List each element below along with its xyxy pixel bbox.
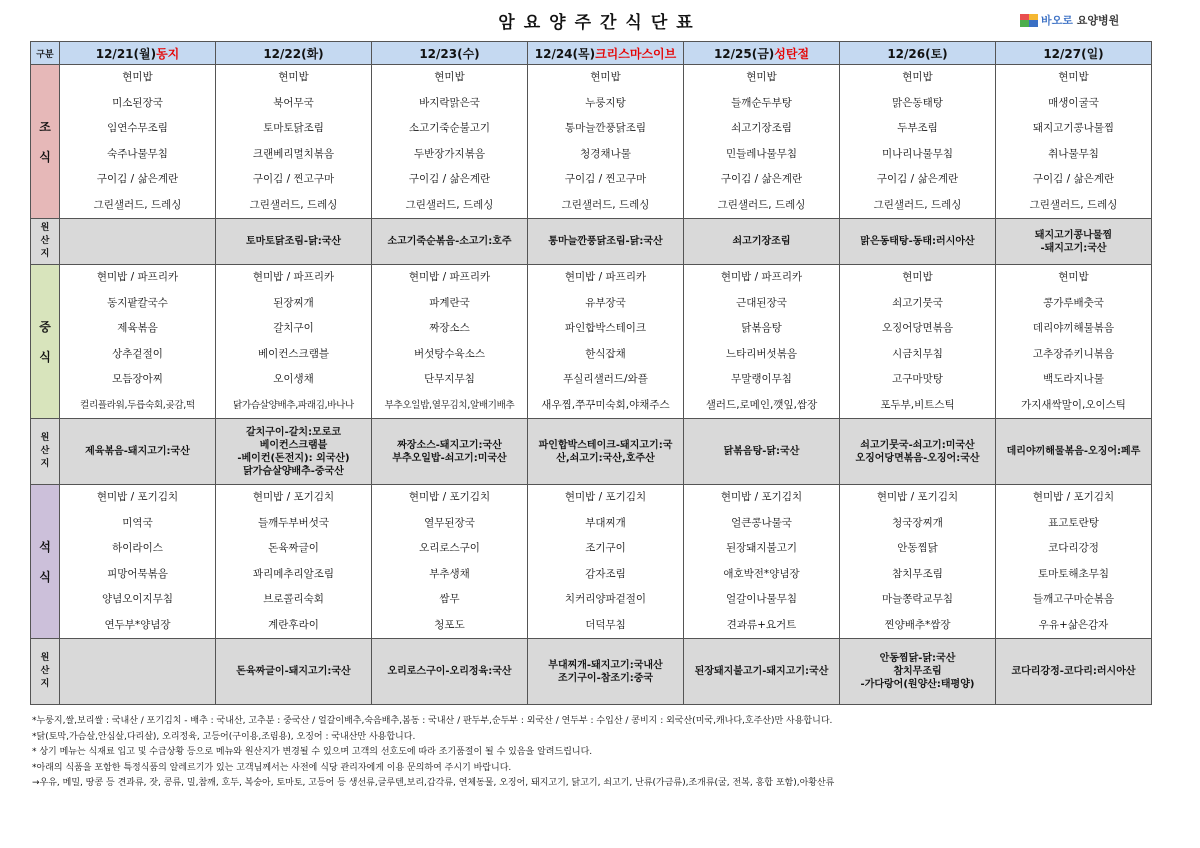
menu-item: 닭볶음탕 [741, 322, 782, 334]
menu-cell [216, 65, 372, 219]
meal-label-char: 식 [39, 349, 51, 364]
menu-item: 현미밥 / 포기김치 [1032, 491, 1115, 503]
menu-item: 꽈리메추리알조림 [252, 567, 335, 580]
origin-line: 제육볶음-돼지고기:국산 [85, 446, 190, 457]
notes-section [32, 714, 1152, 792]
day-date: 12/24(목) [534, 46, 596, 61]
menu-item: 북어무국 [273, 96, 314, 109]
origin-cell [528, 219, 684, 265]
note-line: *아래의 식품을 포함한 특정식품의 알레르기가 있는 고객님께서는 사전에 식당 관리자에게 이용 문의하여 주시기 바랍니다. [32, 762, 512, 773]
menu-item: 푸실리샐러드/와플 [563, 373, 648, 385]
logo-suffix: 요양병원 [1072, 14, 1120, 27]
menu-item: 현미밥 / 포기김치 [720, 491, 803, 503]
menu-item: 연두부*양념장 [104, 618, 171, 631]
logo-square-blue [1029, 20, 1038, 27]
menu-item: 현미밥 / 포기김치 [876, 491, 959, 503]
origin-line: 참치무조림 [893, 666, 942, 677]
origin-cell [528, 639, 684, 705]
menu-item: 버섯탕수육소스 [413, 347, 485, 360]
menu-item: 오징어당면볶음 [881, 322, 953, 334]
origin-row [31, 639, 1152, 705]
menu-item: 들깨두부버섯국 [257, 516, 329, 529]
menu-item: 토마토해초무침 [1037, 567, 1109, 580]
menu-item: 포두부,비트스틱 [880, 398, 955, 411]
menu-item: 미소된장국 [112, 96, 163, 109]
menu-cell [996, 65, 1152, 219]
menu-item: 모듬장아찌 [112, 373, 163, 385]
menu-item: 토마토닭조림 [263, 122, 324, 134]
menu-item: 구이김 / 찐고구마 [252, 173, 335, 185]
origin-line: 코다리강정-코다리:러시아산 [1011, 666, 1136, 677]
menu-item: 부추오일밥,열무김치,알배기배추 [384, 399, 515, 411]
menu-item: 된장찌개 [273, 296, 314, 309]
origin-line: 조기구이-참조기:중국 [557, 672, 654, 684]
menu-cell [684, 485, 840, 639]
menu-item: 돼지고기콩나물찜 [1032, 122, 1115, 134]
origin-cell [372, 419, 528, 485]
origin-cell [60, 219, 216, 265]
origin-label-char: 산 [40, 236, 50, 246]
origin-cell [996, 219, 1152, 265]
menu-cell [60, 265, 216, 419]
origin-line: 파인합박스테이크-돼지고기:국 [538, 439, 673, 451]
menu-item: 된장돼지불고기 [725, 542, 797, 554]
menu-cell [372, 265, 528, 419]
menu-cell [528, 65, 684, 219]
menu-item: 새우찜,쭈꾸미숙회,야채주스 [541, 398, 670, 411]
day-header [528, 42, 684, 65]
menu-item: 매생이굴국 [1048, 96, 1099, 109]
menu-item: 부추생채 [429, 567, 470, 580]
menu-item: 상추겉절이 [112, 347, 163, 360]
origin-line: 산,쇠고기:국산,호주산 [556, 452, 655, 464]
note-line: →우유, 메밀, 땅콩 등 견과류, 잣, 콩류, 밀,참깨, 호두, 복숭아, 토마토, 고등어 등 생선류,글루텐,보리,갑각류, 연체동물, 오징어, 돼지고기, 닭고기, 쇠고기, 난류(가금류),조개류(굴, 전복, 홍합 포함),아황산류 [32, 778, 835, 788]
menu-item: 단무지무침 [424, 373, 475, 385]
meal-label [31, 65, 60, 219]
menu-item: 현미밥 / 파프리카 [720, 271, 803, 283]
origin-label [31, 219, 60, 265]
menu-cell [216, 265, 372, 419]
origin-cell [528, 419, 684, 485]
origin-cell [684, 419, 840, 485]
origin-row [31, 219, 1152, 265]
day-date: 12/26(토) [887, 46, 948, 61]
origin-line: 짜장소스-돼지고기:국산 [397, 439, 502, 451]
menu-item: 백도라지나물 [1043, 373, 1104, 385]
origin-line: 부추오일밥-쇠고기:미국산 [392, 452, 507, 464]
origin-line: 돈육짜글이-돼지고기:국산 [236, 666, 351, 677]
day-header [684, 42, 840, 65]
menu-item: 근대된장국 [736, 296, 787, 309]
logo-brand: 바오로 [1041, 14, 1073, 27]
menu-item: 고추장쥬키니볶음 [1032, 347, 1115, 360]
origin-cell [840, 639, 996, 705]
menu-cell [840, 265, 996, 419]
meal-label-char: 조 [39, 119, 51, 134]
origin-label-char: 원 [40, 653, 50, 663]
menu-item: 그린샐러드, 드레싱 [405, 198, 494, 211]
origin-line: 데리야끼해물볶음-오징어:페루 [1006, 446, 1141, 457]
day-special: 크리스마스이브 [595, 46, 677, 61]
menu-item: 현미밥 [1058, 71, 1089, 83]
menu-item: 한식잡채 [585, 347, 626, 360]
header-row [31, 42, 1152, 65]
menu-item: 그린샐러드, 드레싱 [717, 198, 806, 211]
day-date: 12/27(일) [1043, 46, 1104, 61]
origin-label-char: 지 [40, 249, 50, 259]
origin-cell [372, 639, 528, 705]
menu-cell [60, 65, 216, 219]
origin-cell [216, 639, 372, 705]
menu-item: 구이김 / 찐고구마 [564, 173, 647, 185]
origin-cell [216, 419, 372, 485]
menu-item: 계란후라이 [268, 618, 319, 631]
menu-item: 크랜베리멸치볶음 [252, 147, 335, 160]
origin-line: 쇠고기뭇국-쇠고기:미국산 [860, 439, 975, 451]
meal-label-char: 석 [39, 539, 51, 554]
menu-item: 미나리나물무침 [881, 147, 953, 160]
menu-item: 안동찜닭 [897, 542, 938, 554]
menu-item: 쌈무 [439, 593, 460, 605]
menu-item: 느타리버섯볶음 [725, 347, 797, 360]
day-date: 12/21(월) [95, 46, 157, 61]
origin-line: 토마토닭조림-닭:국산 [245, 236, 342, 247]
menu-item: 현미밥 [902, 271, 933, 283]
menu-item: 구이김 / 삶은계란 [96, 173, 179, 185]
meal-label [31, 265, 60, 419]
menu-item: 그린샐러드, 드레싱 [249, 198, 338, 211]
menu-item: 코다리강정 [1048, 542, 1099, 554]
day-header [60, 42, 216, 65]
menu-item: 짜장소스 [429, 322, 470, 334]
menu-item: 찐양배추*쌈장 [884, 618, 951, 631]
origin-cell [996, 639, 1152, 705]
menu-item: 무말랭이무침 [731, 373, 792, 385]
menu-item: 통마늘깐풍닭조림 [564, 122, 647, 134]
menu-item: 샐러드,로메인,깻잎,쌈장 [705, 398, 818, 411]
note-line: *닭(토막,가슴살,안심살,다리살), 오리정육, 고등어(구이용,조림용), 오징어 : 국내산만 사용합니다. [32, 731, 416, 742]
menu-item: 구이김 / 삶은계란 [720, 173, 803, 185]
origin-line: 베이컨스크램블 [259, 439, 328, 451]
origin-line: 닭볶음탕-닭:국산 [723, 446, 800, 457]
menu-item: 쇠고기장조림 [731, 122, 792, 134]
note-line: * 상기 메뉴는 식재료 입고 및 수급상황 등으로 메뉴와 원산지가 변경될 수 있으며 고객의 선호도에 따라 조기품절이 될 수 있음을 알려드립니다. [32, 747, 593, 757]
menu-cell [528, 485, 684, 639]
menu-item: 현미밥 / 파프리카 [408, 271, 491, 283]
menu-item: 브로콜리숙회 [263, 593, 324, 605]
note-line: *누룽지,쌀,보리쌀 : 국내산 / 포기김치 - 배추 : 국내산, 고추분 : 중국산 / 얼갈이배추,숙음배추,봄동 : 국내산 / 판두부,순두부 : 외국산 / 연두부 : 수입산 / 콩비지 : 외국산(미국,캐나다,호주산)만 사용합니다. [32, 716, 833, 726]
menu-item: 열무된장국 [424, 516, 475, 529]
origin-line: 소고기죽순볶음-소고기:호주 [387, 236, 512, 247]
day-header [216, 42, 372, 65]
menu-cell [840, 65, 996, 219]
origin-cell [60, 419, 216, 485]
origin-label-char: 원 [40, 433, 50, 443]
origin-cell [372, 219, 528, 265]
menu-cell [996, 485, 1152, 639]
menu-item: 오이생채 [273, 373, 314, 385]
menu-item: 그린샐러드, 드레싱 [561, 198, 650, 211]
menu-item: 데리야끼해물볶음 [1032, 322, 1115, 334]
menu-item: 고구마맛탕 [892, 373, 943, 385]
menu-cell [60, 485, 216, 639]
menu-item: 취나물무침 [1048, 147, 1099, 160]
menu-item: 구이김 / 삶은계란 [408, 173, 491, 185]
weekly-menu-table [30, 41, 1152, 705]
day-date: 12/25(금) [713, 46, 775, 61]
menu-item: 그린샐러드, 드레싱 [1029, 198, 1118, 211]
menu-body [31, 65, 1152, 705]
menu-item: 피망어묵볶음 [107, 567, 168, 580]
menu-item: 현미밥 / 파프리카 [564, 271, 647, 283]
menu-cell [840, 485, 996, 639]
menu-item: 오리로스구이 [419, 542, 480, 554]
menu-item: 현미밥 [434, 71, 465, 83]
origin-cell [60, 639, 216, 705]
menu-item: 제육볶음 [117, 322, 158, 334]
menu-item: 콩가루배춧국 [1043, 296, 1104, 309]
menu-cell [372, 485, 528, 639]
menu-item: 견과류+요거트 [726, 618, 797, 631]
menu-item: 치커리양파겉절이 [564, 593, 647, 605]
origin-line: 오징어당면볶음-오징어:국산 [855, 452, 980, 464]
menu-item: 청경채나물 [580, 147, 631, 160]
origin-label-char: 산 [40, 446, 50, 456]
menu-item: 현미밥 [278, 71, 309, 83]
origin-label-char: 원 [40, 223, 50, 233]
origin-label [31, 639, 60, 705]
menu-cell [684, 265, 840, 419]
day-header [840, 42, 996, 65]
menu-item: 구이김 / 삶은계란 [1032, 173, 1115, 185]
day-header [372, 42, 528, 65]
origin-label-char: 지 [40, 679, 50, 689]
menu-item: 조기구이 [585, 542, 626, 554]
menu-item: 더덕무침 [585, 618, 626, 631]
menu-cell [528, 265, 684, 419]
meal-label-char: 중 [39, 319, 51, 334]
menu-item: 현미밥 / 포기김치 [96, 491, 179, 503]
menu-item: 양념오이지무침 [101, 593, 173, 605]
day-date: 12/22(화) [263, 46, 324, 61]
menu-item: 갈치구이 [273, 322, 314, 334]
menu-item: 표고토란탕 [1048, 516, 1099, 529]
menu-item: 하이라이스 [112, 542, 163, 554]
menu-item: 현미밥 [746, 71, 777, 83]
menu-item: 감자조림 [585, 567, 626, 580]
menu-item: 참치무조림 [892, 567, 943, 580]
origin-cell [996, 419, 1152, 485]
day-date: 12/23(수) [419, 46, 480, 61]
menu-cell [372, 65, 528, 219]
menu-item: 청국장찌개 [892, 516, 943, 529]
menu-item: 돈육짜글이 [268, 542, 319, 554]
menu-item: 들깨고구마순볶음 [1032, 593, 1115, 605]
menu-item: 현미밥 [590, 71, 621, 83]
menu-item: 숙주나물무침 [107, 147, 168, 160]
menu-item: 민들레나물무침 [725, 147, 797, 160]
menu-item: 쇠고기뭇국 [892, 296, 943, 309]
menu-item: 베이컨스크램블 [257, 347, 329, 360]
menu-item: 청포도 [434, 618, 465, 631]
day-special: 성탄절 [774, 46, 810, 61]
menu-item: 그린샐러드, 드레싱 [93, 198, 182, 211]
origin-line: -가다랑어(원양산:태평양) [860, 679, 975, 690]
origin-line: 통마늘깐풍닭조림-닭:국산 [548, 236, 663, 247]
menu-item: 시금치무침 [892, 347, 943, 360]
menu-item: 들깨순두부탕 [731, 96, 792, 109]
menu-item: 소고기죽순불고기 [408, 122, 491, 134]
page-title: 암요양주간식단표 [498, 13, 702, 33]
origin-line: -돼지고기:국산 [1040, 242, 1107, 254]
origin-line: 맑은동태탕-동태:러시아산 [860, 236, 975, 247]
meal-row [31, 65, 1152, 219]
menu-item: 유부장국 [585, 296, 626, 309]
menu-item: 그린샐러드, 드레싱 [873, 198, 962, 211]
day-header [996, 42, 1152, 65]
origin-line: 부대찌개-돼지고기:국내산 [548, 659, 663, 671]
menu-item: 바지락맑은국 [419, 96, 480, 109]
origin-label-char: 지 [40, 459, 50, 469]
origin-label-char: 산 [40, 666, 50, 676]
logo-text [1041, 12, 1119, 28]
menu-item: 얼갈이나물무침 [725, 593, 797, 605]
menu-item: 현미밥 [902, 71, 933, 83]
menu-item: 두반장가지볶음 [413, 147, 485, 160]
menu-item: 동지팥칼국수 [107, 296, 168, 309]
menu-item: 구이김 / 삶은계란 [876, 173, 959, 185]
meal-label-char: 식 [39, 149, 51, 164]
origin-line: 안동찜닭-닭:국산 [879, 653, 956, 664]
origin-cell [216, 219, 372, 265]
menu-item: 현미밥 / 포기김치 [564, 491, 647, 503]
origin-line: 갈치구이-갈치:모로코 [245, 426, 342, 438]
menu-item: 마늘쫑락교무침 [881, 593, 953, 605]
logo-square-green [1020, 20, 1029, 27]
menu-item: 현미밥 / 파프리카 [252, 271, 335, 283]
menu-item: 닭가슴살양배추,파래김,바나나 [233, 399, 354, 411]
menu-cell [216, 485, 372, 639]
meal-row [31, 485, 1152, 639]
meal-row [31, 265, 1152, 419]
logo-mark-icon [1020, 14, 1038, 27]
menu-item: 현미밥 / 포기김치 [252, 491, 335, 503]
origin-row [31, 419, 1152, 485]
menu-cell [996, 265, 1152, 419]
origin-line: 쇠고기장조림 [732, 236, 791, 247]
origin-cell [684, 219, 840, 265]
menu-item: 가지새싹말이,오이스틱 [1021, 398, 1126, 411]
origin-cell [840, 219, 996, 265]
origin-line: -베이컨(돈전지): 외국산) [237, 452, 350, 464]
menu-cell [684, 65, 840, 219]
origin-label [31, 419, 60, 485]
menu-item: 파인합박스테이크 [564, 322, 647, 334]
menu-item: 우유+삶은감자 [1038, 618, 1109, 631]
origin-line: 돼지고기콩나물찜 [1034, 229, 1113, 241]
origin-cell [684, 639, 840, 705]
corner-cell: 구분 [31, 42, 60, 65]
day-special: 동지 [156, 46, 180, 61]
origin-line: 된장돼지불고기-돼지고기:국산 [694, 666, 829, 677]
menu-item: 현미밥 [1058, 271, 1089, 283]
menu-item: 현미밥 [122, 71, 153, 83]
origin-line: 오리로스구이-오리정육:국산 [387, 666, 512, 677]
menu-item: 파계란국 [429, 296, 470, 309]
menu-item: 얼큰콩나물국 [731, 516, 792, 529]
origin-line: 닭가슴살양배추-중국산 [243, 465, 344, 477]
menu-item: 두부조림 [897, 122, 938, 134]
menu-item: 임연수무조림 [107, 122, 168, 134]
meal-label [31, 485, 60, 639]
menu-item: 부대찌개 [585, 516, 626, 529]
menu-item: 현미밥 / 파프리카 [96, 271, 179, 283]
menu-item: 컬리플라워,두릅숙회,곶감,떡 [80, 399, 195, 411]
meal-label-char: 식 [39, 569, 51, 584]
origin-cell [840, 419, 996, 485]
menu-item: 누룽지탕 [585, 96, 626, 109]
menu-item: 미역국 [122, 516, 153, 529]
hospital-logo [1020, 10, 1130, 30]
menu-item: 현미밥 / 포기김치 [408, 491, 491, 503]
menu-item: 애호박전*양념장 [723, 567, 800, 580]
menu-item: 맑은동태탕 [892, 96, 943, 109]
